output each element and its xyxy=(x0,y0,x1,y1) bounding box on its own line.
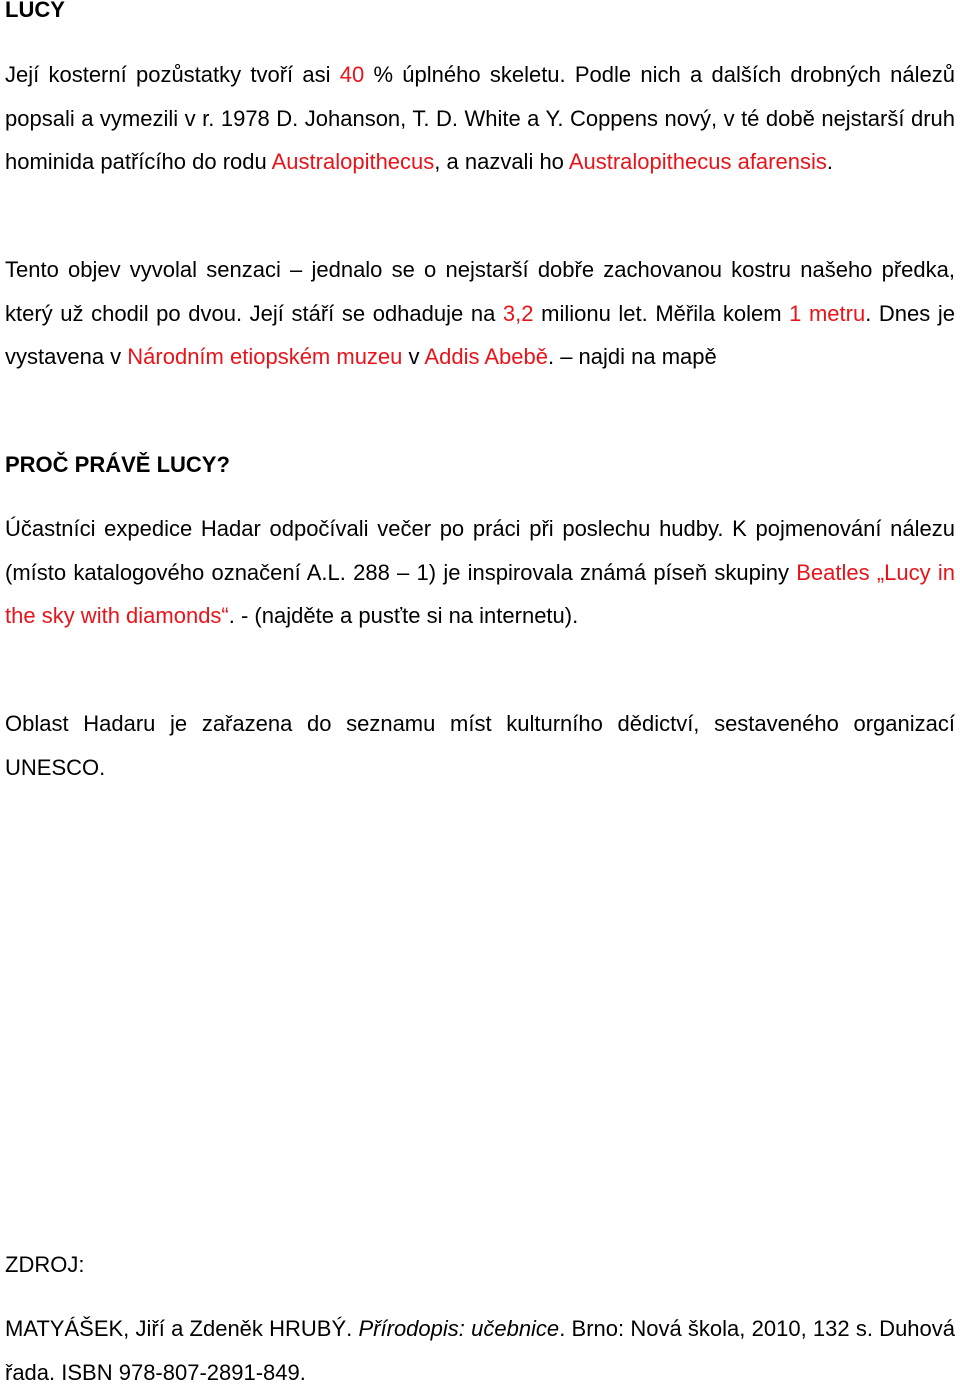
highlight-species: Australopithecus afarensis xyxy=(568,149,827,174)
highlight-song: „Lucy in the sky with diamonds“ xyxy=(5,559,955,628)
text: . xyxy=(826,149,833,174)
text: milionu let. Měřila kolem xyxy=(533,300,790,326)
paragraph-name-origin xyxy=(5,507,955,638)
citation-authors: MATYÁŠEK, Jiří a Zdeněk HRUBÝ. xyxy=(5,1316,359,1341)
source-label: ZDROJ: xyxy=(5,1252,85,1277)
text: Její kosterní pozůstatky tvoří asi xyxy=(5,62,340,87)
text xyxy=(870,560,877,585)
highlight-age: 3,2 xyxy=(502,300,534,326)
source-citation xyxy=(5,1307,955,1394)
highlight-city: Addis Abebě xyxy=(424,344,548,369)
text: Účastníci expedice Hadar odpočívali večer po práci při poslechu hudby. K pojmenování nálezu (místo katalogového označení A.L. 288 – 1) je inspirovala známá píseň skupiny xyxy=(5,516,955,585)
paragraph-discovery xyxy=(5,248,955,379)
citation-details: . Brno: Nová škola, 2010, 132 s. Duhová řada. ISBN 978-807-2891-849. xyxy=(5,1316,956,1385)
highlight-height: 1 metru xyxy=(789,300,866,326)
text: , a nazvali ho xyxy=(434,149,569,174)
paragraph-lucy-intro xyxy=(5,53,955,184)
text: . – najdi na mapě xyxy=(547,344,717,369)
highlight-band: Beatles xyxy=(796,559,870,585)
text: . Dnes je vystavena v xyxy=(5,300,955,369)
text: % úplného skeletu. Podle nich a dalších drobných nálezů popsali a vymezili v r. 1978 D. Johanson, T. D. White a Y. Coppens nový, v té době nejstarší druh hominida patřícího do rodu xyxy=(5,62,955,174)
citation-book-title: Přírodopis: učebnice xyxy=(358,1316,560,1341)
section-heading: PROČ PRÁVĚ LUCY? xyxy=(5,452,230,477)
highlight-percent: 40 xyxy=(339,62,365,87)
page-title: LUCY xyxy=(5,0,65,22)
text: . - (najděte a pusťte si na internetu). xyxy=(228,603,579,628)
text: Tento objev vyvolal senzaci – jednalo se o nejstarší dobře zachovanou kostru našeho předka, který už chodil po dvou. Její stáří se odhaduje na xyxy=(5,257,955,326)
highlight-genus: Australopithecus xyxy=(271,149,435,174)
text: v xyxy=(402,344,425,369)
paragraph-unesco: Oblast Hadaru je zařazena do seznamu míst kulturního dědictví, sestaveného organizací UNESCO. xyxy=(5,711,955,780)
highlight-museum: Národním etiopském muzeu xyxy=(127,344,403,369)
